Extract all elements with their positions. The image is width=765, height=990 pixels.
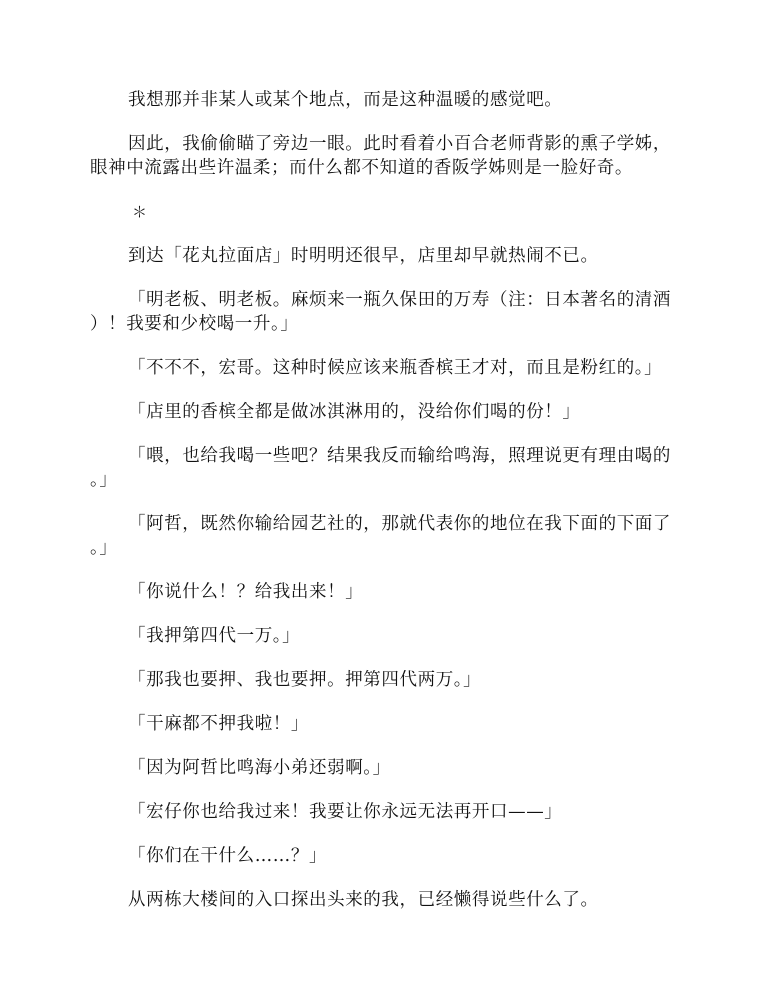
dialogue-line: 「你们在干什么……？」 bbox=[128, 846, 328, 866]
dialogue-line: 「不不不，宏哥。这种时候应该来瓶香槟王才对，而且是粉红的。」 bbox=[128, 358, 663, 378]
dialogue-line: 「我押第四代一万。」 bbox=[128, 626, 301, 646]
dialogue-line: 「店里的香槟全都是做冰淇淋用的，没给你们喝的份！」 bbox=[128, 402, 581, 422]
dialogue-line: 「你说什么！？给我出来！」 bbox=[128, 582, 364, 602]
section-separator: ＊ bbox=[132, 203, 148, 221]
paragraph-2: 因此，我偷偷瞄了旁边一眼。此时看着小百合老师背影的熏子学姊，眼神中流露出些许温柔；而什么都不知道的香阪学姊则是一脸好奇。 bbox=[90, 134, 671, 178]
dialogue-line: 「因为阿哲比鸣海小弟还弱啊。」 bbox=[128, 758, 391, 778]
dialogue-line: 「明老板、明老板。麻烦来一瓶久保田的万寿（注：日本著名的清酒）！我要和少校喝一升。」 bbox=[90, 290, 671, 334]
page-body bbox=[90, 88, 680, 932]
paragraph-1: 我想那并非某人或某个地点，而是这种温暖的感觉吧。 bbox=[128, 90, 563, 110]
dialogue-line: 「干麻都不押我啦！」 bbox=[128, 714, 309, 734]
dialogue-line: 「喂，也给我喝一些吧？结果我反而输给鸣海，照理说更有理由喝的。」 bbox=[90, 446, 671, 490]
paragraph-3: 到达「花丸拉面店」时明明还很早，店里却早就热闹不已。 bbox=[128, 246, 599, 266]
dialogue-line: 「宏仔你也给我过来！我要让你永远无法再开口——」 bbox=[128, 802, 563, 822]
dialogue-line: 「阿哲，既然你输给园艺社的，那就代表你的地位在我下面的下面了。」 bbox=[90, 514, 671, 558]
paragraph-final: 从两栋大楼间的入口探出头来的我，已经懒得说些什么了。 bbox=[128, 890, 599, 910]
dialogue-line: 「那我也要押、我也要押。押第四代两万。」 bbox=[128, 670, 482, 690]
